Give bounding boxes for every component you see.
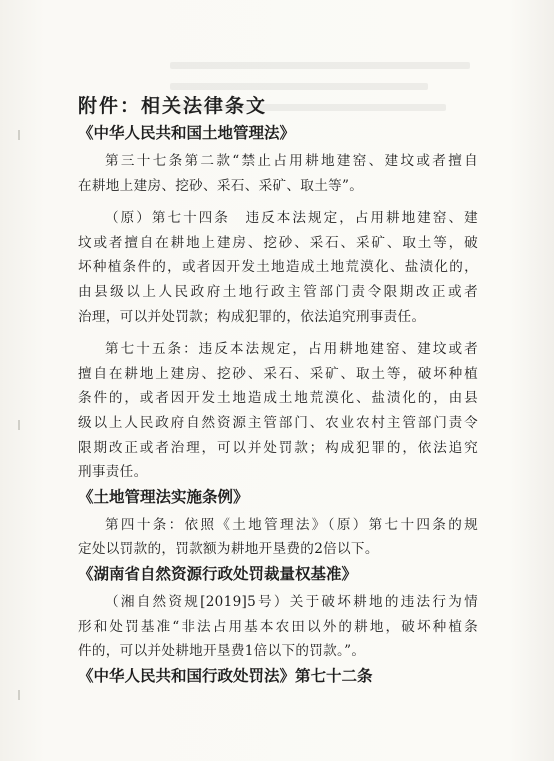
law-paragraph [78,513,478,562]
text-line: 件的，可以并处耕地开垦费1倍以下的罚款。”。 [78,643,366,660]
text-line: 定处以罚款的，罚款额为耕地开垦费的2倍以下。 [78,541,379,558]
attachment-heading: 附件：相关法律条文 [78,95,268,117]
text-line: 治理，可以并处罚款；构成犯罪的，依法追究刑事责任。 [78,308,426,325]
law-paragraph [78,590,478,664]
section-title: 《中华人民共和国行政处罚法》第七十二条 [78,665,373,685]
text-line: 坟或者擅自在耕地上建房、挖砂、采石、采矿、取土等，破 [78,234,478,251]
text-line: 第七十五条：违反本法规定，占用耕地建窑、建坟或者 [105,341,478,358]
text-line: 条件的，或者因开发土地造成土地荒漠化、盐渍化的，由县 [78,390,478,407]
section-title: 《湖南省自然资源行政处罚裁量权基准》 [78,563,358,583]
scan-edge-mark [18,130,20,140]
text-line: 第四十条：依照《土地管理法》（原）第七十四条的规 [105,516,478,533]
scan-edge-mark [18,420,20,430]
text-line: 限期改正或者治理，可以并处罚款；构成犯罪的，依法追究 [78,439,478,456]
text-line: 级以上人民政府自然资源主管部门、农业农村主管部门责令 [78,414,478,431]
text-line: 在耕地上建房、挖砂、采石、采矿、取土等”。 [78,177,364,194]
text-line: 坏种植条件的，或者因开发土地造成土地荒漠化、盐渍化的， [78,259,478,276]
section-title: 《中华人民共和国土地管理法》 [78,123,296,142]
section-title: 《土地管理法实施条例》 [78,486,249,506]
law-paragraph [78,337,478,485]
text-line: 第三十七条第二款“禁止占用耕地建窑、建坟或者擅自 [105,153,478,169]
scan-edge-mark [18,690,20,700]
text-line: （湘自然资规[2019]5号）关于破坏耕地的违法行为情 [105,593,478,610]
document-body [78,94,478,688]
text-line: 由县级以上人民政府土地行政主管部门责令限期改正或者 [78,283,478,300]
text-line: 刑事责任。 [78,464,148,481]
text-line: 形和处罚基准“非法占用基本农田以外的耕地，破坏种植条 [78,618,478,635]
law-paragraph [78,206,478,329]
law-paragraph [78,149,478,198]
text-line: 擅自在耕地上建房、挖砂、采石、采矿、取土等，破坏种植 [78,365,478,382]
text-line: （原）第七十四条 违反本法规定，占用耕地建窑、建 [105,210,478,227]
